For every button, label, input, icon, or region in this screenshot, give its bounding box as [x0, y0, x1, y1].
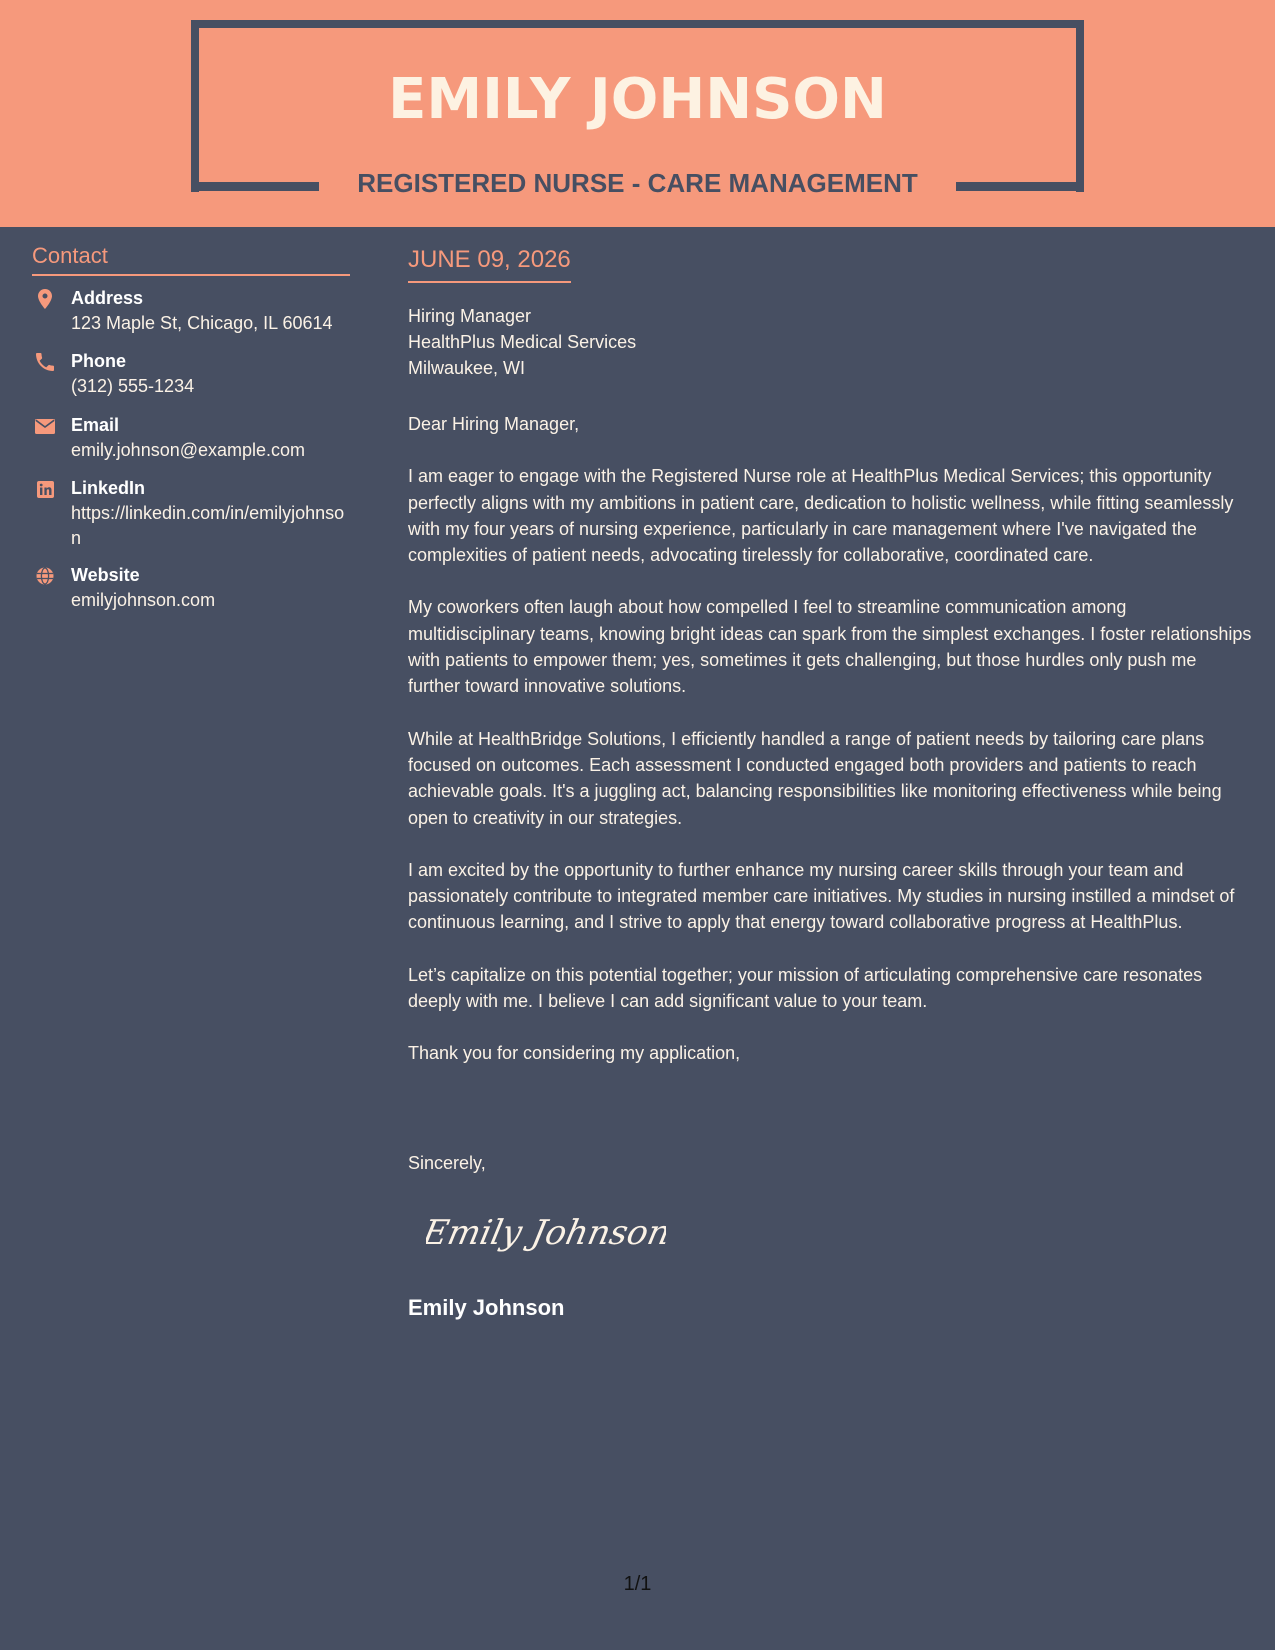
recipient-block [408, 303, 636, 381]
contact-heading: Contact [32, 242, 350, 276]
contact-value: emily.johnson@example.com [71, 440, 306, 460]
phone-icon [32, 351, 58, 373]
job-title: REGISTERED NURSE - CARE MANAGEMENT [357, 168, 918, 198]
letter-body [408, 411, 1253, 1093]
handwritten-signature [426, 1202, 666, 1262]
letter-paragraph: I am excited by the opportunity to further enhance my nursing career skills through your team and passionately contribute to integrated member care initiatives. My studies in nursing instilled a mindset of continuous learning, and I strive to apply that energy toward collaborative progress at HealthPlus. [408, 859, 1235, 933]
thanks-line: Thank you for considering my application, [408, 1043, 741, 1064]
letter-paragraph: My coworkers often laugh about how compelled I feel to streamline communication among multidisciplinary teams, knowing bright ideas can spark from the simplest exchanges. I foster relationships with patients to empower them; yes, sometimes it gets challenging, but those hurdles only push me further toward innovative solutions. [408, 597, 1252, 697]
contact-label: Email [71, 415, 120, 435]
letter-paragraph: Let’s capitalize on this potential together; your mission of articulating comprehensive care resonates deeply with me. I believe I can add significant value to your team. [408, 964, 1203, 1012]
recipient-line: HealthPlus Medical Services [408, 332, 637, 352]
contact-value[interactable]: https://linkedin.com/in/emilyjohnson [71, 503, 345, 548]
contact-label: LinkedIn [71, 478, 146, 498]
contact-label: Address [71, 288, 144, 308]
letter-date: JUNE 09, 2026 [408, 245, 571, 283]
closing: Sincerely, [408, 1153, 486, 1173]
svg-text:Emily Johnson: Emily Johnson [426, 1213, 666, 1253]
salutation: Dear Hiring Manager, [408, 414, 580, 434]
letter-paragraph: While at HealthBridge Solutions, I efficiently handled a range of patient needs by tailoring care plans focused on outcomes. Each assessment I conducted engaged both providers and patients to reach achievable goals. It's a juggling act, balancing responsibilities like monitoring effectiveness while being open to creativity in our strategies. [408, 728, 1222, 828]
location-pin-icon [32, 288, 58, 310]
contact-label: Phone [71, 351, 127, 371]
applicant-name: EMILY JOHNSON [388, 67, 887, 132]
signer-name: Emily Johnson [408, 1295, 565, 1320]
linkedin-icon [32, 478, 58, 500]
envelope-icon [32, 415, 58, 437]
letter-paragraph: I am eager to engage with the Registered Nurse role at HealthPlus Medical Services; this opportunity perfectly aligns with my ambitions in patient care, dedication to holistic wellness, while fitting seamlessly with my four years of nursing experience, particularly in care management where I've navigated the complexities of patient needs, advocating tirelessly for collaborative, coordinated care. [408, 466, 1234, 566]
contact-value: 123 Maple St, Chicago, IL 60614 [71, 313, 333, 333]
globe-icon [32, 565, 58, 587]
contact-label: Website [71, 565, 140, 585]
recipient-line: Hiring Manager [408, 306, 532, 326]
contact-value: (312) 555-1234 [71, 376, 195, 396]
page-number: 1/1 [623, 1573, 652, 1595]
recipient-line: Milwaukee, WI [408, 358, 526, 378]
contact-value[interactable]: emilyjohnson.com [71, 590, 216, 610]
